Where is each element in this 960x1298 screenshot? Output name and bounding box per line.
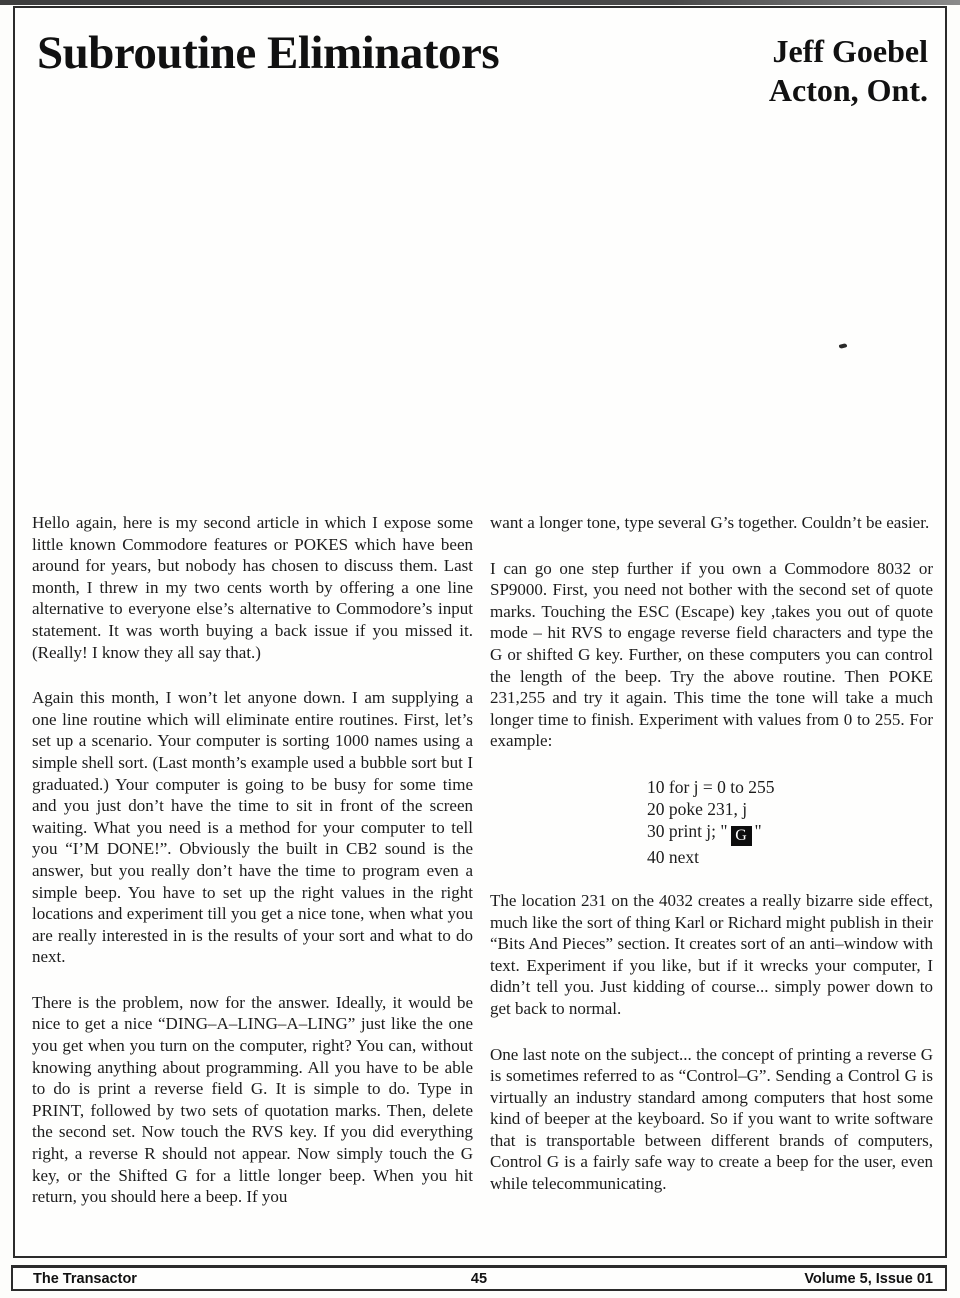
scan-edge-artifact <box>0 0 960 5</box>
author-name: Jeff Goebel <box>772 33 928 69</box>
code-line: 20 poke 231, j <box>647 798 748 819</box>
paragraph: The location 231 on the 4032 creates a really bizarre side effect, much like the sort of thing Karl or Richard might publish in their “Bits And Pieces” section. It creates sort of an anti–window with text. Experiment if you like, but if it wrecks your computer, I didn’t tell you. Just kidding of course... simply power down to get back to normal. <box>490 890 933 1018</box>
paragraph: There is the problem, now for the answer. Ideally, it would be nice to get a nice “DING–A–LING–A–LING” just like the one you get when you turn on the computer, right? You can, without knowing anything about programming. All you have to be able to do is print a reverse field G. It is simple to do. Type in PRINT, followed by two sets of quotation marks. Then, delete the second set. Now touch the RVS key. If you did everything right, a reverse R should not appear. Now simply touch the G key, or the Shifted G for a little longer beep. When you hit return, you should here a beep. If you <box>32 992 473 1207</box>
basic-code-listing <box>647 776 933 868</box>
page-footer <box>11 1265 947 1291</box>
paragraph: One last note on the subject... the concept of printing a reverse G is sometimes referred to as “Control–G”. Sending a Control G is virtually an industry standard among computers that host some kind of beeper at the keyboard. So if you want to write software that is transportable between different brands of computers, Control G is a fairly safe way to create a beep for the user, even while telecommunicating. <box>490 1044 933 1194</box>
paragraph: Again this month, I won’t let anyone down. I am supplying a one line routine which will eliminate entire routines. First, let’s set up a scenario. Your computer is sorting 1000 names using a simple shell sort. (Last month’s example used a bubble sort but I graduated.) Your computer is going to be busy for some time and you just don’t have the time to sit in front of the screen waiting. What you need is a method for your computer to tell you “I’M DONE!”. Obviously the built in CB2 sound is the answer, but you really don’t have the time to program even a simple beep. You have to set up the right values in the right locations and experiment till you get a nice tone, when what you are really interested in is the results of your sort and what to do next. <box>32 688 473 967</box>
byline <box>769 32 928 110</box>
code-line <box>647 820 933 846</box>
issue-label: Volume 5, Issue 01 <box>804 1270 933 1287</box>
code-line-text: " <box>754 820 762 841</box>
code-line: 40 next <box>647 846 700 867</box>
journal-name: The Transactor <box>33 1270 137 1287</box>
article-frame <box>13 6 947 1258</box>
article-column-right <box>490 512 933 1219</box>
paragraph: I can go one step further if you own a Commodore 8032 or SP9000. First, you need not bother with the second set of quote marks. Touching the ESC (Escape) key ,takes you out of quote mode – hit RVS to engage reverse field characters and type the G or shifted G key. Further, on these computers you can control the length of the beep. Try the above routine. Then POKE 231,255 and try it again. This time the tone will take a much longer time to finish. Experiment with values from 0 to 255. For example: <box>490 558 933 751</box>
author-location: Acton, Ont. <box>768 72 928 108</box>
code-line-text: 30 print j; " <box>647 820 728 841</box>
code-line: 10 for j = 0 to 255 <box>647 776 775 797</box>
paragraph: Hello again, here is my second article in which I expose some little known Commodore features or POKES which have been around for years, but nobody has chosen to discuss them. Last month, I threw in my two cents worth by offering a one line alternative to everyone else’s alternative to Commodore’s input statement. It was worth buying a back issue if you missed it. (Really! I know they all say that.) <box>32 513 473 662</box>
scan-speck-artifact <box>839 343 848 349</box>
page-number: 45 <box>470 1270 488 1287</box>
page-title: Subroutine Eliminators <box>37 27 500 79</box>
reverse-video-g: G <box>731 826 752 846</box>
paragraph: want a longer tone, type several G’s together. Couldn’t be easier. <box>490 513 930 532</box>
article-column-left <box>32 512 473 1232</box>
